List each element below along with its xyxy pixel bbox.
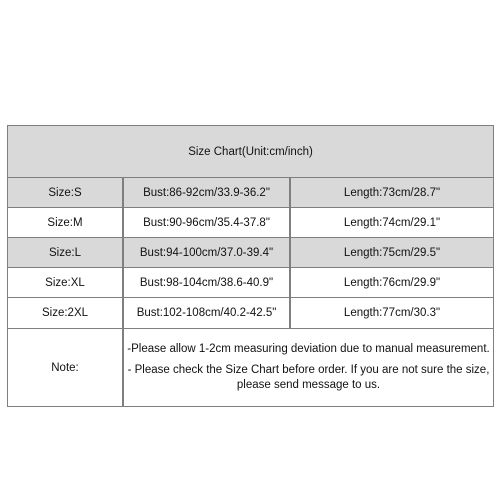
length-cell-2xl: Length:77cm/30.3" [291,298,493,328]
bust-cell-l: Bust:94-100cm/37.0-39.4" [124,238,289,267]
size-cell-s: Size:S [8,178,122,207]
length-cell-s: Length:73cm/28.7" [291,178,493,207]
bust-cell-xl: Bust:98-104cm/38.6-40.9" [124,268,289,297]
note-text [124,329,493,406]
size-cell-l: Size:L [8,238,122,267]
bust-cell-2xl: Bust:102-108cm/40.2-42.5" [124,298,289,328]
note-line-deviation: -Please allow 1-2cm measuring deviation due to manual measurement. [127,343,490,355]
bust-cell-s: Bust:86-92cm/33.9-36.2" [124,178,289,207]
size-chart-title: Size Chart(Unit:cm/inch) [8,126,493,177]
note-line-check-size: - Please check the Size Chart before order. If you are not sure the size, please send message to us. [127,364,490,391]
note-label: Note: [8,329,122,406]
length-cell-m: Length:74cm/29.1" [291,208,493,237]
size-cell-m: Size:M [8,208,122,237]
size-cell-xl: Size:XL [8,268,122,297]
size-chart-table [7,125,494,407]
length-cell-l: Length:75cm/29.5" [291,238,493,267]
bust-cell-m: Bust:90-96cm/35.4-37.8" [124,208,289,237]
length-cell-xl: Length:76cm/29.9" [291,268,493,297]
size-cell-2xl: Size:2XL [8,298,122,328]
